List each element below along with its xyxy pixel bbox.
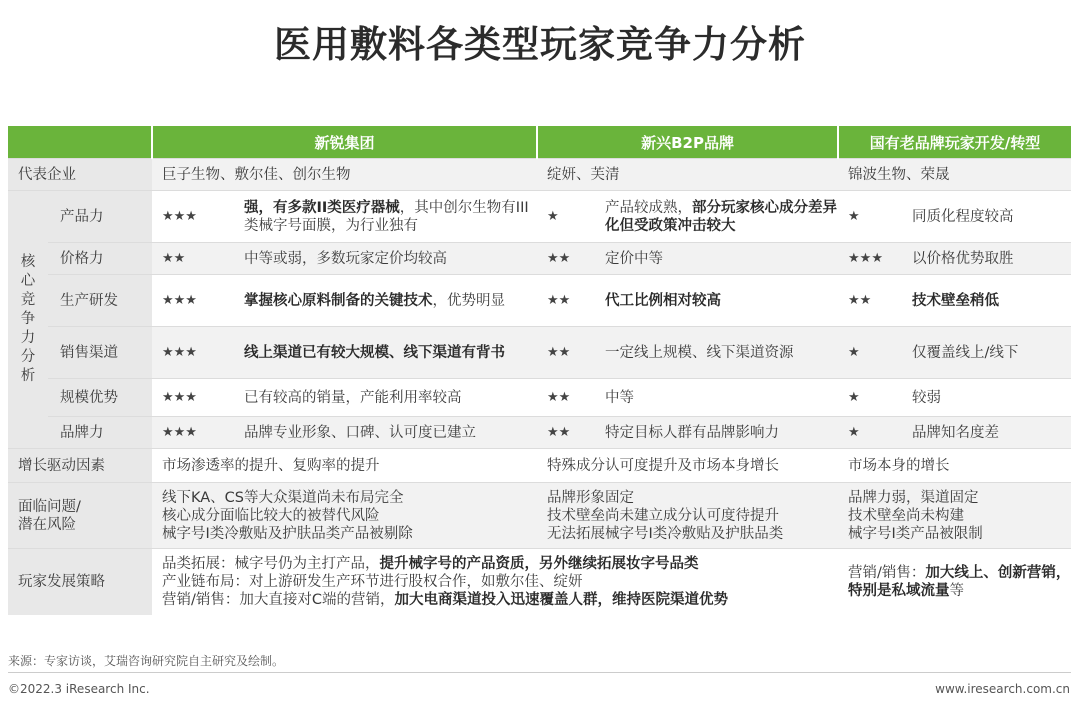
cell-issues-1: 线下KA、CS等大众渠道尚未布局完全 核心成分面临比较大的被替代风险 械字号I类冷敷贴及护肤品类产品被剔除	[152, 483, 537, 549]
copyright: ©2022.3 iResearch Inc.	[8, 682, 150, 696]
cell: 定价中等	[595, 243, 838, 275]
cell: 中等或弱，多数玩家定价均较高	[234, 243, 537, 275]
stars: ★★★	[152, 417, 234, 449]
stars: ★★★	[152, 379, 234, 417]
core-row-label: 规模优势	[48, 379, 152, 417]
header-corner	[8, 126, 152, 159]
website-link[interactable]: www.iresearch.com.cn	[935, 682, 1070, 696]
row-label-strategy: 玩家发展策略	[8, 549, 152, 615]
stars: ★★★	[838, 243, 902, 275]
cell-growth-3: 市场本身的增长	[838, 449, 1071, 483]
cell: 仅覆盖线上/线下	[902, 327, 1071, 379]
stars: ★★	[537, 275, 595, 327]
cell-issues-3: 品牌力弱，渠道固定 技术壁垒尚未构建 械字号I类产品被限制	[838, 483, 1071, 549]
source-footnote: 来源：专家访谈，艾瑞咨询研究院自主研究及绘制。	[8, 654, 285, 668]
stars: ★★	[537, 327, 595, 379]
stars: ★★	[152, 243, 234, 275]
row-label-rep: 代表企业	[8, 159, 152, 191]
cell: 品牌知名度差	[902, 417, 1071, 449]
cell: 代工比例相对较高	[595, 275, 838, 327]
cell: 中等	[595, 379, 838, 417]
cell: 技术壁垒稍低	[902, 275, 1071, 327]
stars: ★★	[537, 379, 595, 417]
stars: ★	[537, 191, 595, 243]
stars: ★★★	[152, 191, 234, 243]
stars: ★★	[537, 243, 595, 275]
cell: 品牌专业形象、口碑、认可度已建立	[234, 417, 537, 449]
stars: ★	[838, 417, 902, 449]
core-row-label: 价格力	[48, 243, 152, 275]
header-col-2: 新兴B2P品牌	[537, 126, 838, 159]
cell: 以价格优势取胜	[902, 243, 1071, 275]
cell-rep-3: 锦波生物、荣晟	[838, 159, 1071, 191]
core-label: 核心竞争力分析	[8, 191, 48, 449]
row-label-growth: 增长驱动因素	[8, 449, 152, 483]
stars: ★★	[838, 275, 902, 327]
stars: ★	[838, 379, 902, 417]
stars: ★★★	[152, 327, 234, 379]
stars: ★	[838, 191, 902, 243]
footer-divider	[8, 672, 1071, 673]
page-title: 医用敷料各类型玩家竞争力分析	[274, 23, 806, 66]
core-row-label: 品牌力	[48, 417, 152, 449]
stars: ★★	[537, 417, 595, 449]
cell-strategy-3: 营销/销售：加大线上、创新营销，特别是私域流量等	[838, 549, 1071, 615]
core-row-label: 生产研发	[48, 275, 152, 327]
cell-rep-2: 绽妍、芙清	[537, 159, 838, 191]
core-row-label: 销售渠道	[48, 327, 152, 379]
cell-strategy-main: 品类拓展：械字号仍为主打产品，提升械字号的产品资质，另外继续拓展妆字号品类 产业链布局：对上游研发生产环节进行股权合作，如敷尔佳、绽妍 营销/销售：加大直接对C端的营销，加大电商渠道投入迅速覆盖人群，维持医院渠道优势	[152, 549, 838, 615]
cell: 特定目标人群有品牌影响力	[595, 417, 838, 449]
stars: ★	[838, 327, 902, 379]
row-label-issues: 面临问题/ 潜在风险	[8, 483, 152, 549]
cell: 已有较高的销量，产能利用率较高	[234, 379, 537, 417]
header-col-3: 国有老品牌玩家开发/转型	[838, 126, 1071, 159]
cell-growth-2: 特殊成分认可度提升及市场本身增长	[537, 449, 838, 483]
cell-issues-2: 品牌形象固定 技术壁垒尚未建立成分认可度待提升 无法拓展械字号I类冷敷贴及护肤品类	[537, 483, 838, 549]
competition-table	[8, 126, 1071, 615]
cell: 线上渠道已有较大规模、线下渠道有背书	[234, 327, 537, 379]
cell: 产品较成熟，部分玩家核心成分差异化但受政策冲击较大	[595, 191, 838, 243]
cell: 掌握核心原料制备的关键技术，优势明显	[234, 275, 537, 327]
cell-rep-1: 巨子生物、敷尔佳、创尔生物	[152, 159, 537, 191]
cell: 同质化程度较高	[902, 191, 1071, 243]
core-row-label: 产品力	[48, 191, 152, 243]
cell-growth-1: 市场渗透率的提升、复购率的提升	[152, 449, 537, 483]
cell: 强，有多款II类医疗器械，其中创尔生物有III类械字号面膜，为行业独有	[234, 191, 537, 243]
stars: ★★★	[152, 275, 234, 327]
cell: 较弱	[902, 379, 1071, 417]
header-col-1: 新锐集团	[152, 126, 537, 159]
cell: 一定线上规模、线下渠道资源	[595, 327, 838, 379]
